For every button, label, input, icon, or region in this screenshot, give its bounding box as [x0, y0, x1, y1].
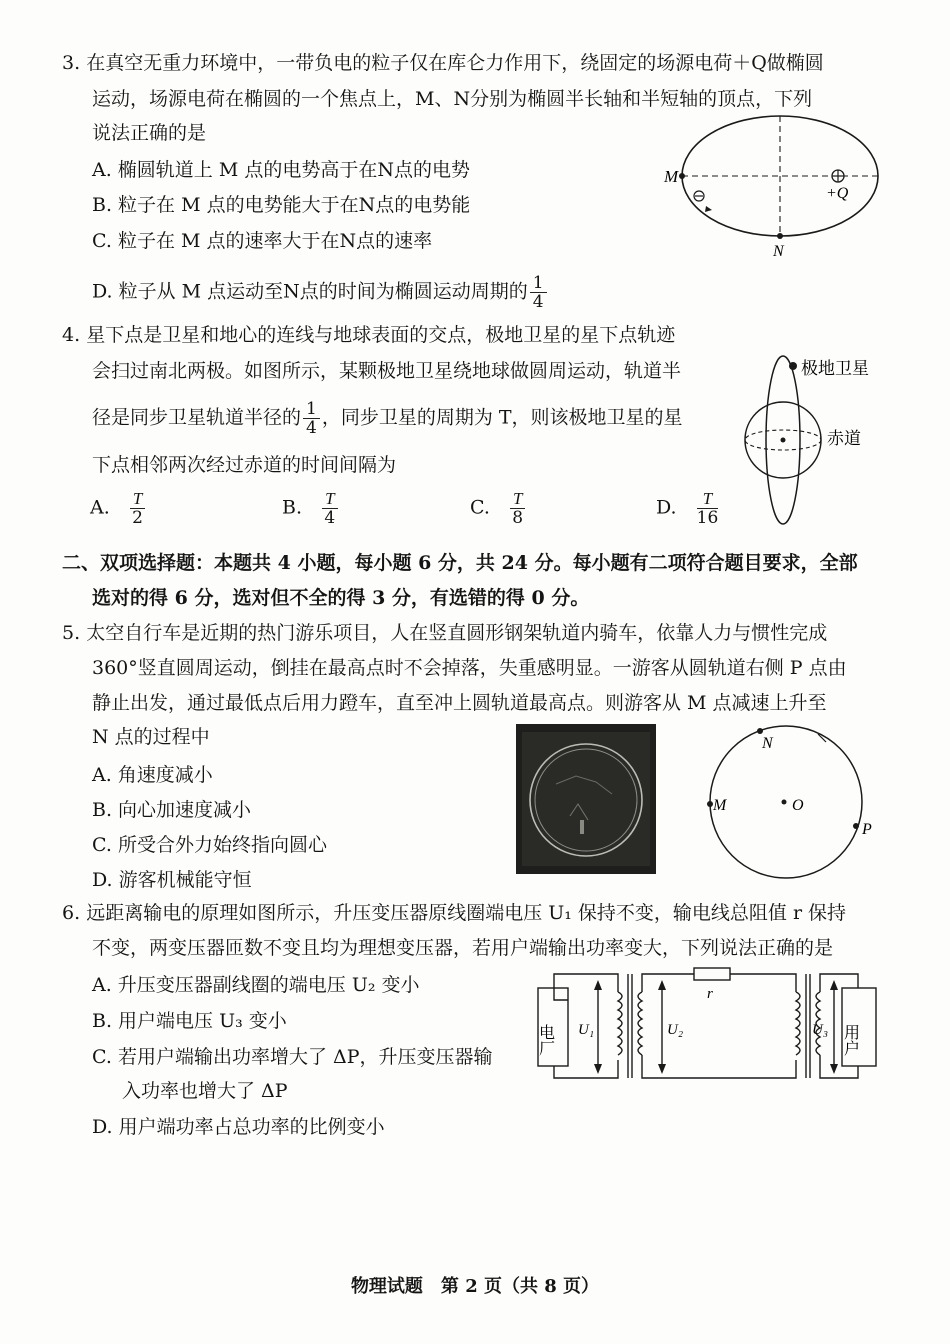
q4-option-d: D. $\frac{T}{16}$: [656, 489, 719, 528]
q3-option-d-fraction: $\frac{1}{4}$: [530, 274, 547, 311]
q3-line-2: 运动，场源电荷在椭圆的一个焦点上，M、N分别为椭圆半长轴和半短轴的顶点，下列: [92, 88, 813, 110]
section-2-header-line-2: 选对的得 6 分，选对但不全的得 3 分，有选错的得 0 分。: [92, 587, 590, 609]
q3-line-1: 3. 在真空无重力环境中，一带负电的粒子仅在库仑力作用下，绕固定的场源电荷＋Q做椭圆: [62, 52, 824, 74]
q4-option-c: C. $\frac{T}{8}$: [470, 490, 527, 527]
q4-option-b: B. $\frac{T}{4}$: [282, 490, 340, 527]
q5-line-1: 5. 太空自行车是近期的热门游乐项目，人在竖直圆形钢架轨道内骑车，依靠人力与惯性完成: [62, 622, 828, 644]
q6-line-2: 不变，两变压器匝数不变且均为理想变压器，若用户端输出功率变大，下列说法正确的是: [92, 937, 834, 959]
q3-option-c: C. 粒子在 M 点的速率大于在N点的速率: [92, 230, 433, 252]
q6-fig-label-u2: U₂: [667, 1022, 684, 1038]
q5-fig-label-n: N: [762, 735, 773, 752]
q4-line-3: 径是同步卫星轨道半径的 $\frac{1}{4}$ ，同步卫星的周期为 T，则该极地卫星的星: [92, 399, 683, 438]
q4-line-4: 下点相邻两次经过赤道的时间间隔为: [92, 454, 397, 476]
q4-number: 4.: [62, 324, 81, 346]
q6-fig-label-u1: U₁: [578, 1022, 595, 1038]
q5-fig-label-o: O: [792, 797, 804, 814]
q3-fig-label-n: N: [773, 243, 784, 260]
q4-option-a: A. $\frac{T}{2}$: [90, 490, 147, 527]
q4-fraction: $\frac{1}{4}$: [303, 400, 320, 437]
q5-line-4: N 点的过程中: [92, 726, 210, 748]
q4-line-1: 4. 星下点是卫星和地心的连线与地球表面的交点，极地卫星的星下点轨迹: [62, 324, 676, 346]
q4-line-2: 会扫过南北两极。如图所示，某颗极地卫星绕地球做圆周运动，轨道半: [92, 360, 682, 382]
q6-fig-label-r: r: [707, 986, 713, 1002]
q5-fig-label-m: M: [713, 797, 727, 814]
q6-fig-label-user: 用户: [841, 1024, 859, 1056]
q6-line-1: 6. 远距离输电的原理如图所示，升压变压器原线圈端电压 U₁ 保持不变，输电线总阻值 r 保持: [62, 902, 847, 924]
q3-number: 3.: [62, 52, 81, 74]
q6-circuit-figure: [534, 962, 888, 1088]
q5-photo: [516, 724, 656, 874]
q5-option-b: B. 向心加速度减小: [92, 799, 252, 821]
q6-fig-label-u3: U₃: [812, 1022, 829, 1038]
q5-line-3: 静止出发，通过最低点后用力蹬车，直至冲上圆轨道最高点。则游客从 M 点减速上升至: [92, 692, 827, 714]
q6-fig-label-plant: 电厂: [536, 1024, 554, 1056]
q5-line-2: 360°竖直圆周运动，倒挂在最高点时不会掉落，失重感明显。一游客从圆轨道右侧 P 点由: [92, 657, 847, 679]
q5-option-d: D. 游客机械能守恒: [92, 869, 252, 891]
q5-number: 5.: [62, 622, 81, 644]
q3-option-b: B. 粒子在 M 点的电势能大于在N点的电势能: [92, 194, 471, 216]
q6-option-a: A. 升压变压器副线圈的端电压 U₂ 变小: [92, 974, 420, 996]
q3-fig-label-m: M: [664, 167, 679, 186]
q6-number: 6.: [62, 902, 81, 924]
q5-circle-figure: [700, 722, 880, 882]
q4-fig-label-equator: 赤道: [827, 429, 861, 448]
q5-option-a: A. 角速度减小: [92, 764, 213, 786]
q4-earth-figure: [735, 352, 890, 530]
q6-option-c-line-2: 入功率也增大了 ΔP: [122, 1080, 288, 1102]
q5-option-c: C. 所受合外力始终指向圆心: [92, 834, 327, 856]
q6-option-d: D. 用户端功率占总功率的比例变小: [92, 1116, 385, 1138]
q4-fig-label-satellite: 极地卫星: [801, 359, 869, 378]
q3-option-d: D. 粒子从 M 点运动至N点的时间为椭圆运动周期的 $\frac{1}{4}$: [92, 274, 549, 311]
q6-option-c-line-1: C. 若用户端输出功率增大了 ΔP，升压变压器输: [92, 1046, 493, 1068]
q3-ellipse-figure: [660, 110, 890, 260]
q3-line-3: 说法正确的是: [92, 122, 207, 144]
q3-option-a: A. 椭圆轨道上 M 点的电势高于在N点的电势: [92, 159, 470, 181]
q6-option-b: B. 用户端电压 U₃ 变小: [92, 1010, 287, 1032]
section-2-header-line-1: 二、双项选择题：本题共 4 小题，每小题 6 分，共 24 分。每小题有二项符合题目要求，全部: [62, 552, 858, 574]
q5-fig-label-p: P: [862, 821, 872, 838]
q3-fig-label-q: +Q: [826, 185, 849, 202]
page-footer: 物理试题 第 2 页（共 8 页）: [350, 1276, 600, 1297]
